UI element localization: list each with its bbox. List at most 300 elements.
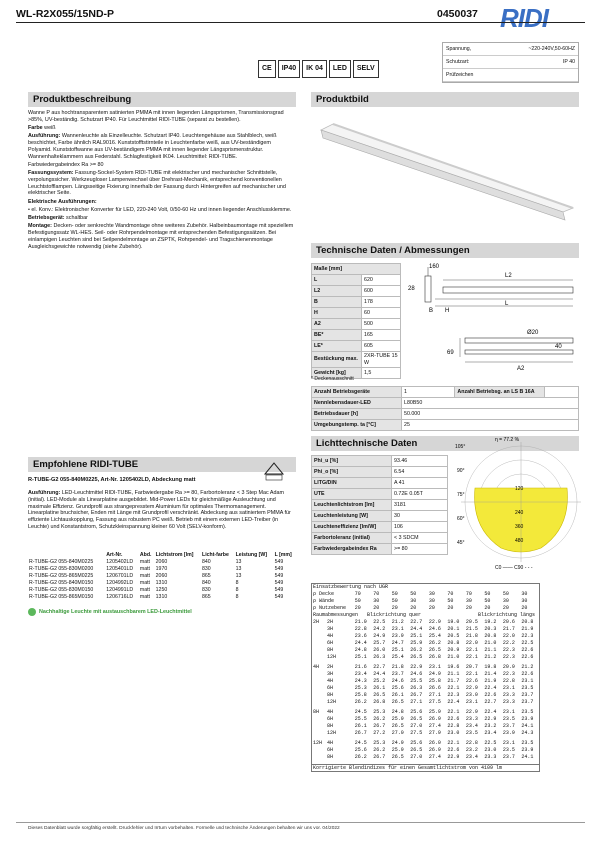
ugr-header-cell: 70 (465, 591, 472, 598)
tube-cell: 1310 (155, 594, 168, 601)
spec-row (443, 56, 578, 69)
ugr-cell: 25.3 (373, 709, 386, 716)
dim-l2: L2 (505, 273, 512, 279)
ugr-cell: 22.4 (447, 699, 460, 706)
ugr-cell: 22.8 (354, 626, 367, 633)
ugr-cell: 26.5 (410, 654, 423, 661)
ugr-cell: 23.7 (502, 723, 515, 730)
desc-paragraph (28, 215, 296, 222)
ugr-x (312, 633, 326, 640)
section-image: Produktbild (311, 92, 579, 107)
ugr-cell: 25.3 (373, 740, 386, 747)
ugr-header-cell: 20 (391, 605, 398, 612)
spec-value: ~220-240V,50-60HZ (528, 45, 575, 52)
footer-rule (16, 822, 585, 823)
dim-b: B (429, 308, 434, 314)
light-row (312, 522, 448, 533)
dims-key: Gewicht [kg] (312, 368, 362, 379)
ugr-cell: 26.7 (354, 730, 367, 737)
ugr-row (312, 692, 539, 699)
ugr-header-cell: 20 (410, 605, 417, 612)
ugr-cell: 22.4 (484, 685, 497, 692)
ugr-x (312, 692, 326, 699)
ugr-foot: Korrigierte Blendindizes für einen Gesamtlichtstrom von 4109 lm (312, 764, 539, 771)
ugr-cell: 23.4 (465, 754, 478, 761)
tube-cell: R-TUBE-G2 055-840M0150 (29, 580, 94, 587)
dims-row (312, 286, 401, 297)
ugr-cell: 20.5 (447, 633, 460, 640)
ugr-cell: 24.6 (391, 678, 404, 685)
tube-cell: 8 (235, 594, 239, 601)
ugr-cell: 23.0 (465, 692, 478, 699)
ugr-header-cell: ρ Wände (313, 598, 335, 605)
desc-body: Fassung-Sockel-System RIDI-TUBE mit elektrischer und mechanischer Schnittstelle, verpolungssicher. Werkzeugloser Lampenwechsel über Drehrast-Mechanik, entsprechend konventionellen Leuchtstofflampen. Längsseitige Fixierung innerhalb der Fassung durch Hintergreifen auf mechanischer und elektrischer Seite. (28, 170, 286, 197)
ugr-cell: 23.9 (391, 633, 404, 640)
ugr-cell: 8H (327, 754, 334, 761)
tube-cell: R-TUBE-G2 055-830M0200 (29, 566, 94, 573)
tube-cell: 549 (274, 573, 284, 580)
tube-cell: 1970 (155, 566, 168, 573)
ugr-cell: 21.7 (447, 678, 460, 685)
ugr-cell: 24.3 (354, 678, 367, 685)
dims-row (312, 330, 401, 341)
vde-icon (262, 460, 286, 482)
dims-key: LE* (312, 341, 362, 352)
ugr-header-cell: 50 (391, 591, 398, 598)
ugr-cell: 23.0 (447, 730, 460, 737)
ugr-cell: 20.8 (484, 633, 497, 640)
ugr-cell: 23.2 (465, 747, 478, 754)
tube-cell: 13 (235, 559, 242, 566)
tube-head: Licht-farbe (202, 552, 229, 559)
ugr-x (312, 626, 326, 633)
polar-45: 45° (457, 540, 465, 546)
ugr-cell: 22.3 (521, 633, 534, 640)
tube-row (28, 566, 296, 573)
dims-key: BE* (312, 330, 362, 341)
light-key: Leuchtenleistung [W] (312, 511, 392, 522)
ops-a1: Anzahl Betriebsgeräte (312, 387, 402, 398)
cert-icon: SELV (353, 60, 379, 78)
tube-cell: R-TUBE-G2 055-830M0150 (29, 587, 94, 594)
ugr-header-cell: 20 (373, 605, 380, 612)
spec-row (443, 43, 578, 56)
ugr-cell: 22.3 (502, 671, 515, 678)
ugr-cell: 20.6 (502, 619, 515, 626)
ugr-cell: 24.9 (391, 740, 404, 747)
ugr-header-cell: 30 (410, 598, 417, 605)
ops-row (312, 409, 579, 420)
ugr-cell: 25.1 (410, 633, 423, 640)
ugr-cell: 26.2 (373, 747, 386, 754)
tube-text (28, 490, 296, 531)
ugr-cell: 22.7 (410, 619, 423, 626)
light-key: Leuchteneffizienz [lm/W] (312, 522, 392, 533)
ugr-row (312, 709, 539, 716)
tube-cell: matt (139, 587, 150, 594)
ugr-cell: 23.3 (484, 754, 497, 761)
ugr-header-cell: 20 (447, 605, 454, 612)
ugr-cell: 21.0 (484, 640, 497, 647)
desc-paragraph (28, 199, 296, 206)
ugr-cell: 27.1 (428, 692, 441, 699)
desc-paragraph (28, 125, 296, 132)
ugr-header-cell: 50 (484, 591, 491, 598)
ugr-cell: 22.9 (484, 716, 497, 723)
ugr-row (312, 671, 539, 678)
ugr-cell: 23.7 (521, 699, 534, 706)
ugr-cell: 21.2 (484, 654, 497, 661)
ugr-cell: 22.9 (465, 685, 478, 692)
dims-row (312, 352, 401, 368)
ugr-cell: 25.8 (428, 678, 441, 685)
light-value: < 3 SDCM (392, 533, 448, 544)
ugr-cell: 22.9 (447, 754, 460, 761)
dim-h: H (445, 308, 450, 314)
ugr-cell: 20.9 (447, 647, 460, 654)
ugr-cell: 20.7 (465, 664, 478, 671)
ugr-cell: 22.1 (465, 671, 478, 678)
ugr-cell: 26.7 (410, 692, 423, 699)
ugr-row (312, 640, 539, 647)
ops-key: Umgebungstemp. ta [°C] (312, 420, 402, 431)
ugr-cell: 22.1 (465, 647, 478, 654)
ops-a1v: 1 (402, 387, 455, 398)
ugr-cell: 24.4 (373, 671, 386, 678)
ugr-cell: 26.7 (373, 754, 386, 761)
ugr-x (312, 678, 326, 685)
ugr-cell: 23.1 (391, 626, 404, 633)
light-key: UTE (312, 489, 392, 500)
dims-note: * Deckenausschnitt (311, 376, 354, 382)
polar-eta: η = 77.2 % (495, 437, 520, 443)
ugr-cell: 25.2 (373, 678, 386, 685)
ops-value: 25 (402, 420, 579, 431)
ugr-x (312, 640, 326, 647)
ugr-cell: 25.5 (410, 678, 423, 685)
spec-label: Prüfzeichen (446, 71, 474, 78)
ugr-row (312, 678, 539, 685)
ugr-header-cell: 70 (354, 591, 361, 598)
ugr-cell: 22.1 (447, 740, 460, 747)
ugr-cell: 20.8 (521, 619, 534, 626)
ugr-cell: 27.0 (410, 754, 423, 761)
desc-paragraph (28, 223, 296, 250)
ugr-cell: 23.7 (521, 692, 534, 699)
tube-row (28, 559, 296, 566)
tube-cell: matt (139, 573, 150, 580)
ugr-cell: 22.5 (521, 640, 534, 647)
ugr-cell: 23.5 (521, 685, 534, 692)
polar-ring-240: 240 (515, 510, 524, 516)
ugr-cell: 8H (327, 723, 334, 730)
desc-label: Betriebsgerät: (28, 215, 65, 221)
ugr-cell: 22.6 (521, 671, 534, 678)
light-row (312, 500, 448, 511)
header-rule (16, 22, 585, 23)
dim-160: 160 (429, 264, 440, 270)
ugr-header-cell: 30 (521, 598, 528, 605)
ugr-header-cell: 50 (502, 591, 509, 598)
tube-head: Lichtstrom [lm] (155, 552, 194, 559)
ugr-x (312, 647, 326, 654)
ugr-header-cell: ρ Decke (313, 591, 335, 598)
ugr-cell: 3H (327, 671, 334, 678)
dims-row (312, 341, 401, 352)
polar-90: 90° (457, 468, 465, 474)
dims-key: Bestückung max. (312, 352, 362, 368)
desc-body: Wanne P aus hochtransparentem satinierten PMMA mit innen liegenden Längsprismen, Transmissionsgrad >85%, UV-beständig. Schutzart IP40. Für Leuchtmittel RIDI-TUBE (separat zu bestellen). (28, 110, 284, 123)
light-row (312, 533, 448, 544)
ugr-cell: 26.0 (428, 740, 441, 747)
ugr-table (311, 583, 540, 772)
ugr-cell: 25.6 (410, 740, 423, 747)
ugr-cell: 24.3 (521, 730, 534, 737)
ugr-cell: 26.5 (391, 699, 404, 706)
light-row (312, 467, 448, 478)
ugr-cell: 23.4 (484, 730, 497, 737)
cert-icon: LED (329, 60, 351, 78)
ugr-cell: 23.9 (521, 716, 534, 723)
ugr-cell: 23.9 (521, 747, 534, 754)
ugr-row (312, 654, 539, 661)
tube-cell: R-TUBE-G2 055-865M0225 (29, 573, 94, 580)
ugr-cell: 22.3 (502, 654, 515, 661)
ugr-cell: 23.5 (502, 747, 515, 754)
footer-text: Dieses Datenblatt wurde sorgfältig erstellt. Druckfehler und Irrtum vorbehalten. Formelle und technische Änderungen behalten wir uns vor. 04/2022 (28, 826, 340, 831)
light-key: Phi_o [%] (312, 467, 392, 478)
ugr-cell: 25.7 (373, 640, 386, 647)
light-value: 6.54 (392, 467, 448, 478)
ugr-cell: 23.3 (502, 699, 515, 706)
ugr-cell: 2H (327, 664, 334, 671)
dims-row (312, 297, 401, 308)
tube-cell: matt (139, 580, 150, 587)
ugr-header-cell: 20 (428, 605, 435, 612)
ugr-cell: 21.4 (484, 671, 497, 678)
dims-key: L2 (312, 286, 362, 297)
ugr-cell: 27.2 (373, 730, 386, 737)
light-row (312, 544, 448, 555)
ugr-cell: 25.6 (391, 685, 404, 692)
ugr-cell: 23.3 (502, 692, 515, 699)
leaf-icon (28, 608, 36, 616)
ugr-cell: 27.4 (428, 723, 441, 730)
tube-head: L [mm] (274, 552, 292, 559)
ugr-row (312, 699, 539, 706)
tube-text-label: Ausführung: (28, 490, 61, 496)
dims-key: H (312, 308, 362, 319)
ugr-cell: 21.7 (502, 626, 515, 633)
ugr-cell: 25.9 (391, 747, 404, 754)
ugr-cell: 24.1 (521, 723, 534, 730)
ops-key: Betriebsdauer [h] (312, 409, 402, 420)
ugr-cell: 22.8 (447, 723, 460, 730)
ugr-header-cell: 20 (484, 605, 491, 612)
light-key: Leuchtenlichtstrom [lm] (312, 500, 392, 511)
operation-table (311, 386, 579, 431)
ugr-cell: 22.7 (373, 664, 386, 671)
ugr-cell: 23.2 (484, 723, 497, 730)
ugr-cell: 24.4 (410, 626, 423, 633)
ugr-row (312, 730, 539, 737)
ugr-cell: 22.1 (447, 685, 460, 692)
ugr-header-cell: 30 (373, 598, 380, 605)
ugr-cell: 12H (327, 730, 337, 737)
ugr-cell: 20.1 (447, 626, 460, 633)
tube-subtitle: R-TUBE-G2 055-840M0225, Art-Nr. 1205402LD, Abdeckung matt (28, 477, 196, 483)
ugr-cell: 26.1 (373, 685, 386, 692)
tube-head: Leistung [W] (235, 552, 268, 559)
ugr-cell: 4H (327, 633, 334, 640)
ugr-cell: 23.1 (502, 685, 515, 692)
ugr-row (312, 740, 539, 747)
ugr-cell: 6H (327, 716, 334, 723)
polar-60: 60° (457, 516, 465, 522)
dims-value: 178 (362, 297, 401, 308)
ugr-cell: 22.4 (484, 709, 497, 716)
desc-body: • el. Konv.: Elektronischer Konverter für LED, 220-240 Volt, 0/50-60 Hz und innen liegender Anschlussklemme. (28, 206, 292, 213)
ugr-cell: 26.2 (410, 647, 423, 654)
tube-cell: 1204992LD (106, 580, 134, 587)
ugr-cell: 26.5 (373, 692, 386, 699)
ugr-cell: 12H (327, 654, 337, 661)
ugr-cell: 22.0 (502, 633, 515, 640)
ugr-cell: 23.1 (465, 699, 478, 706)
ugr-cell: 23.6 (354, 633, 367, 640)
ugr-row (312, 626, 539, 633)
ugr-cell: 23.5 (521, 740, 534, 747)
ugr-cell: 23.4 (465, 723, 478, 730)
ugr-header-cell: 70 (447, 591, 454, 598)
dims-value: 605 (362, 341, 401, 352)
ugr-cell: 12H (327, 699, 337, 706)
light-key: LITG/DIN (312, 478, 392, 489)
dims-value: 1,5 (362, 368, 401, 379)
ugr-header-cell: 30 (521, 591, 528, 598)
cert-icon: CE (258, 60, 276, 78)
tube-cell: 1206716LD (106, 594, 134, 601)
dim-28: 28 (408, 286, 415, 292)
ugr-cell: 26.5 (410, 747, 423, 754)
ugr-header-cell: 30 (428, 598, 435, 605)
tube-cell: 13 (235, 573, 242, 580)
light-value: 30 (392, 511, 448, 522)
ugr-cell: 25.6 (354, 747, 367, 754)
ugr-cell: 26.9 (428, 747, 441, 754)
dims-value: 60 (362, 308, 401, 319)
ugr-cell: 21.9 (484, 678, 497, 685)
dim-d20: Ø20 (527, 330, 539, 336)
brand-logo: RIDI (500, 3, 548, 33)
ugr-cell: 2H (327, 619, 334, 626)
ugr-row (312, 754, 539, 761)
ugr-cell: 21.2 (391, 619, 404, 626)
ugr-x (312, 747, 326, 754)
ugr-header-cell: ρ Nutzebene (313, 605, 347, 612)
light-key: Farbortoleranz (initial) (312, 533, 392, 544)
polar-ring-360: 360 (515, 524, 524, 530)
ugr-cell: 21.2 (521, 664, 534, 671)
light-value: A 41 (392, 478, 448, 489)
spec-row (443, 69, 578, 82)
ugr-cell: 26.2 (373, 716, 386, 723)
ugr-cell: 21.1 (484, 647, 497, 654)
ugr-cell: 27.5 (410, 730, 423, 737)
ugr-cell: 20.8 (447, 640, 460, 647)
ops-key: Nennlebensdauer-LED (312, 398, 402, 409)
ugr-cell: 22.3 (447, 692, 460, 699)
tube-cell: 2060 (155, 559, 168, 566)
desc-label: Ausführung: (28, 133, 61, 140)
section-light: Lichttechnische Daten (311, 436, 579, 451)
ugr-cell: 22.9 (428, 619, 441, 626)
ugr-cell: 26.8 (428, 654, 441, 661)
ugr-cell: 26.9 (428, 716, 441, 723)
tube-table (28, 552, 296, 601)
ugr-x: 8H (313, 709, 320, 716)
ugr-cell: 19.6 (447, 664, 460, 671)
ugr-x (312, 671, 326, 678)
dims-head: Maße [mm] (312, 264, 401, 275)
ugr-cell: 24.9 (428, 671, 441, 678)
ugr-cell: 26.1 (391, 692, 404, 699)
tube-cell: 830 (202, 587, 211, 594)
ugr-cell: 27.4 (428, 754, 441, 761)
tube-cell: 1205402LD (106, 559, 134, 566)
desc-body: Wannenleuchte als Einzelleuchte. Schutzart IP40. Leuchtengehäuse aus Stahlblech, weiß beschichtet, Farbe ähnlich RAL9016. Kunststofftstirnteile in Leuchtenfarbe weiß, aus UV-beständigem Polyamid. Kunststoffwanne aus UV-beständigem PMMA mit innen liegender Längsprismenstruktur. Wannenhalteklammern aus Federstahl. Schlagfestigkeit IK04. Leuchtmittel: RIDI-TUBE. (28, 133, 277, 160)
ugr-cell: 23.1 (502, 740, 515, 747)
ugr-cell: 25.9 (410, 640, 423, 647)
sustainability-text: Nachhaltige Leuchte mit austauschbarem LED-Leuchtmittel (39, 608, 192, 615)
ugr-cell: 24.2 (373, 626, 386, 633)
ugr-cell: 26.3 (373, 654, 386, 661)
ugr-cell: 4H (327, 709, 334, 716)
ugr-row (312, 716, 539, 723)
ugr-cell: 25.5 (354, 716, 367, 723)
tube-head (28, 552, 105, 559)
ugr-header-cell: 50 (484, 598, 491, 605)
ugr-cell: 21.8 (391, 664, 404, 671)
light-value: 106 (392, 522, 448, 533)
light-row (312, 511, 448, 522)
ugr-x: 12H (313, 740, 323, 747)
ugr-row (312, 647, 539, 654)
ugr-cell: 21.0 (354, 619, 367, 626)
ugr-cell: 25.4 (391, 654, 404, 661)
spec-value: IP 40 (562, 58, 575, 65)
ugr-cell: 23.5 (521, 709, 534, 716)
ugr-cell: 22.6 (521, 647, 534, 654)
ugr-cell: 26.5 (428, 647, 441, 654)
ugr-cell: 26.7 (373, 723, 386, 730)
ugr-cell: 19.8 (484, 664, 497, 671)
desc-body: Decken- oder senkrechte Wandmontage ohne weiteres Zubehör. Halbeinbaumontage mit speziellem Befestigungssatz WL-HES. Seil- oder Rohrpendelmontage mit entsprechenden Befestigungssätzen. Bei einlampigen Leuchten sind bei Seilpendelmontage an ZSPTK, Rohrpendel- und Tragschienenmontage Ausgleichsgewichte notwendig (siehe Zubehör). (28, 223, 294, 250)
ugr-cell: 23.4 (354, 671, 367, 678)
ugr-cell: 21.5 (465, 626, 478, 633)
tube-cell: 1250 (155, 587, 168, 594)
polar-105: 105° (455, 444, 466, 450)
polar-75: 75° (457, 492, 465, 498)
light-row (312, 489, 448, 500)
dim-40: 40 (555, 344, 562, 350)
ugr-cell: 25.3 (354, 685, 367, 692)
dims-row (312, 308, 401, 319)
ugr-cell: 27.0 (410, 723, 423, 730)
light-value: 93.46 (392, 456, 448, 467)
ugr-cell: 24.5 (354, 740, 367, 747)
ugr-cell: 26.1 (354, 723, 367, 730)
